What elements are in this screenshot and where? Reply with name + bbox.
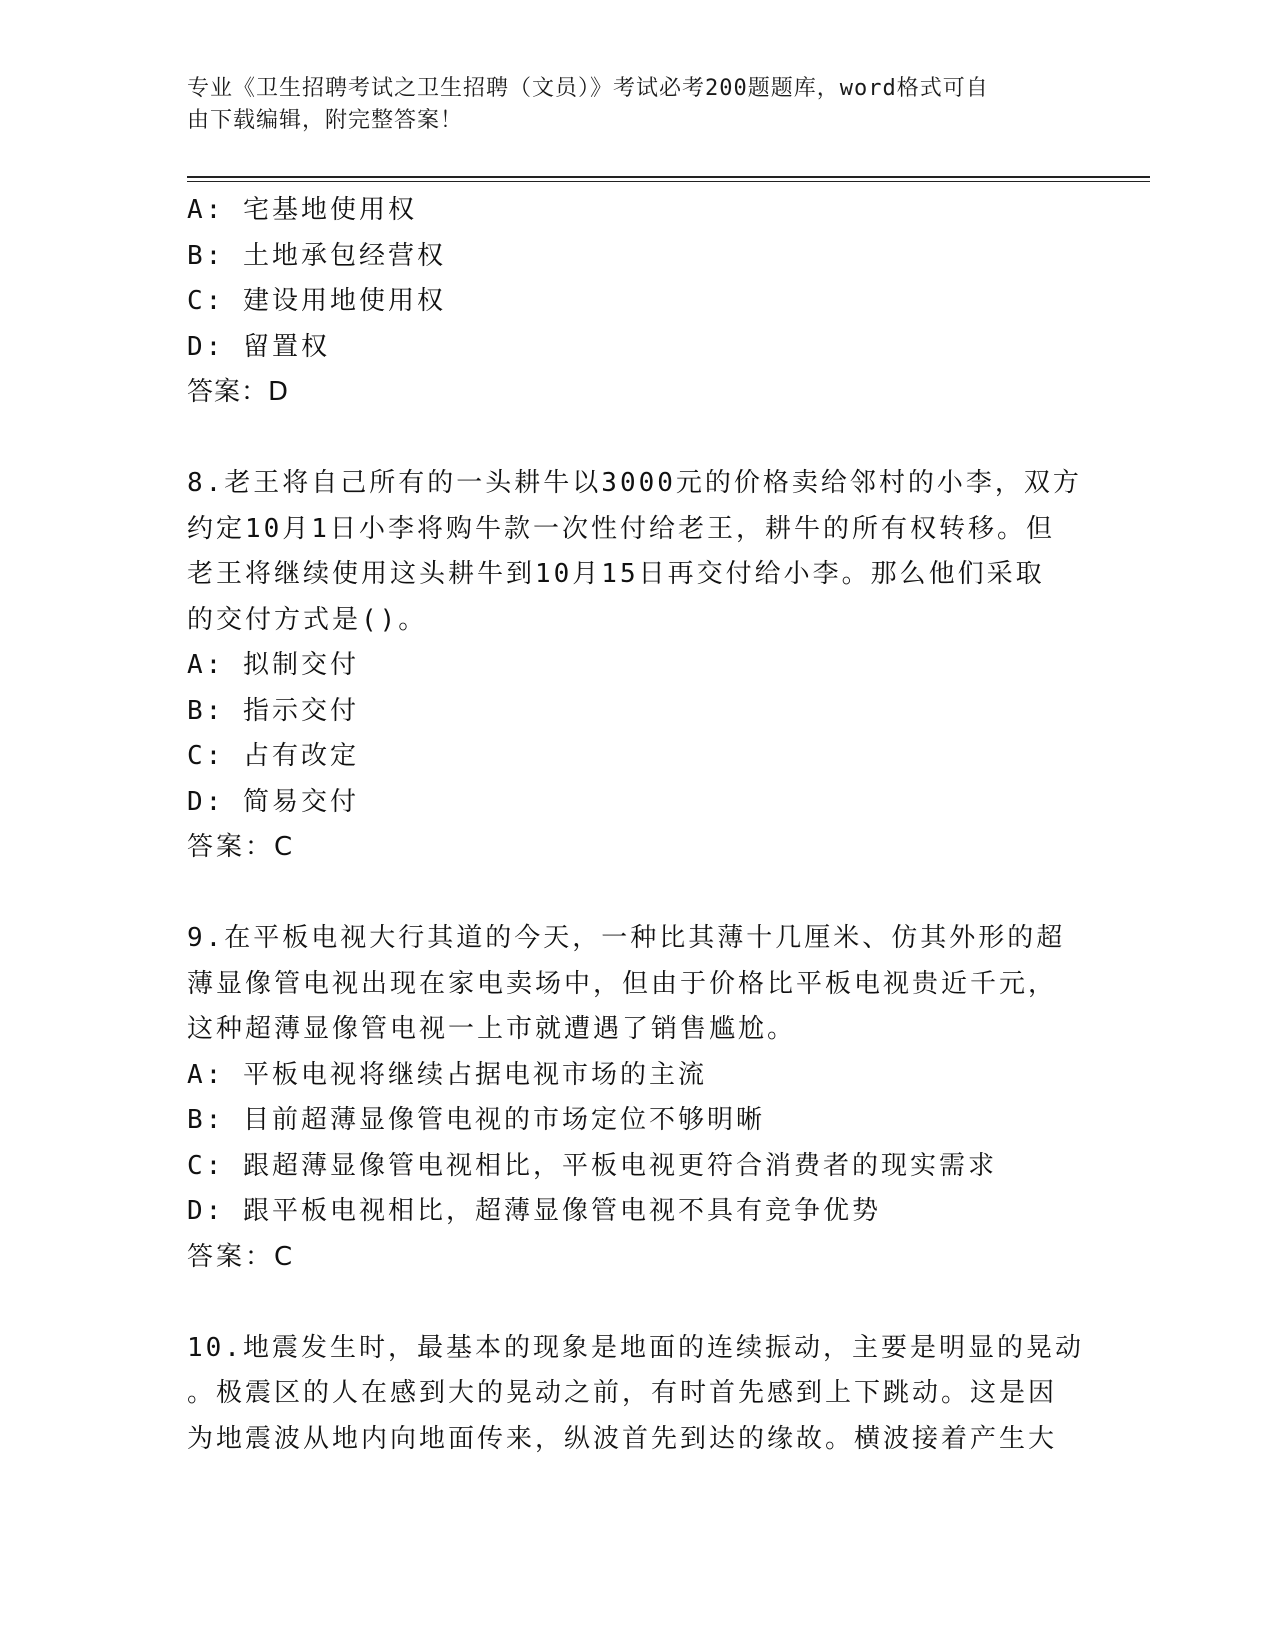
- option-label: A:: [187, 1059, 225, 1090]
- option-b: [187, 1098, 1087, 1144]
- option-a: [187, 643, 1087, 689]
- option-a: [187, 1053, 1087, 1099]
- option-d: [187, 325, 1087, 371]
- answer-line: 答案：D: [187, 377, 290, 407]
- option-text: 指示交付: [242, 695, 359, 726]
- question-10: [187, 1326, 1087, 1463]
- question-text-line: 10.地震发生时，最基本的现象是地面的连续振动，主要是明显的晃动: [187, 1332, 1084, 1363]
- header-line-2: 由下载编辑，附完整答案！: [187, 108, 464, 133]
- question-text-line: 薄显像管电视出现在家电卖场中，但由于价格比平板电视贵近千元，: [187, 968, 1058, 999]
- option-text: 简易交付: [242, 786, 359, 817]
- question-text-line: 的交付方式是()。: [187, 604, 428, 635]
- option-text: 建设用地使用权: [242, 286, 446, 316]
- question-text-line: 这种超薄显像管电视一上市就遭遇了销售尴尬。: [187, 1014, 797, 1044]
- question-text-line: 老王将继续使用这头耕牛到10月15日再交付给小李。那么他们采取: [187, 559, 1045, 589]
- question-text-line: 8.老王将自己所有的一头耕牛以3000元的价格卖给邻村的小李，双方: [187, 468, 1082, 498]
- option-label: B:: [187, 695, 225, 726]
- question-text-line: 为地震波从地内向地面传来，纵波首先到达的缘故。横波接着产生大: [187, 1423, 1058, 1454]
- option-label: A:: [187, 650, 225, 680]
- option-text: 目前超薄显像管电视的市场定位不够明晰: [242, 1105, 765, 1135]
- option-c: [187, 734, 1087, 780]
- option-label: A:: [187, 195, 225, 225]
- option-label: D:: [187, 331, 225, 362]
- question-text-line: 约定10月1日小李将购牛款一次性付给老王，耕牛的所有权转移。但: [187, 513, 1055, 544]
- question-9: [187, 916, 1087, 1280]
- document-body: [187, 188, 1087, 1462]
- option-text: 跟平板电视相比，超薄显像管电视不具有竞争优势: [242, 1196, 881, 1226]
- option-a: [187, 188, 1087, 234]
- option-label: C:: [187, 286, 225, 316]
- option-text: 土地承包经营权: [242, 240, 446, 271]
- option-text: 占有改定: [242, 741, 359, 771]
- blank-line: [187, 416, 1087, 462]
- option-label: C:: [187, 741, 225, 771]
- question-text-line: 9.在平板电视大行其道的今天，一种比其薄十几厘米、仿其外形的超: [187, 923, 1066, 953]
- header-divider-thin: [187, 181, 1150, 182]
- option-text: 跟超薄显像管电视相比，平板电视更符合消费者的现实需求: [242, 1150, 997, 1181]
- option-label: D:: [187, 1196, 225, 1226]
- option-text: 宅基地使用权: [242, 195, 417, 225]
- option-label: C:: [187, 1150, 225, 1181]
- header-line-1: 专业《卫生招聘考试之卫生招聘（文员）》考试必考200题题库，word格式可自: [187, 76, 989, 101]
- option-label: B:: [187, 1105, 225, 1135]
- option-c: [187, 1144, 1087, 1190]
- document-header: [187, 73, 1067, 137]
- question-7: [187, 188, 1087, 416]
- blank-line: [187, 1280, 1087, 1326]
- option-label: D:: [187, 786, 225, 817]
- option-text: 平板电视将继续占据电视市场的主流: [242, 1059, 707, 1090]
- option-label: B:: [187, 240, 225, 271]
- option-b: [187, 234, 1087, 280]
- question-8: [187, 461, 1087, 871]
- blank-line: [187, 871, 1087, 917]
- option-d: [187, 1189, 1087, 1235]
- question-text-line: 。极震区的人在感到大的晃动之前，有时首先感到上下跳动。这是因: [187, 1378, 1058, 1408]
- option-c: [187, 279, 1087, 325]
- option-d: [187, 780, 1087, 826]
- header-divider-thick: [187, 176, 1150, 178]
- option-text: 拟制交付: [242, 650, 359, 680]
- option-b: [187, 689, 1087, 735]
- answer-line: 答案：C: [187, 832, 296, 862]
- answer-line: 答案：C: [187, 1241, 296, 1272]
- option-text: 留置权: [242, 331, 330, 362]
